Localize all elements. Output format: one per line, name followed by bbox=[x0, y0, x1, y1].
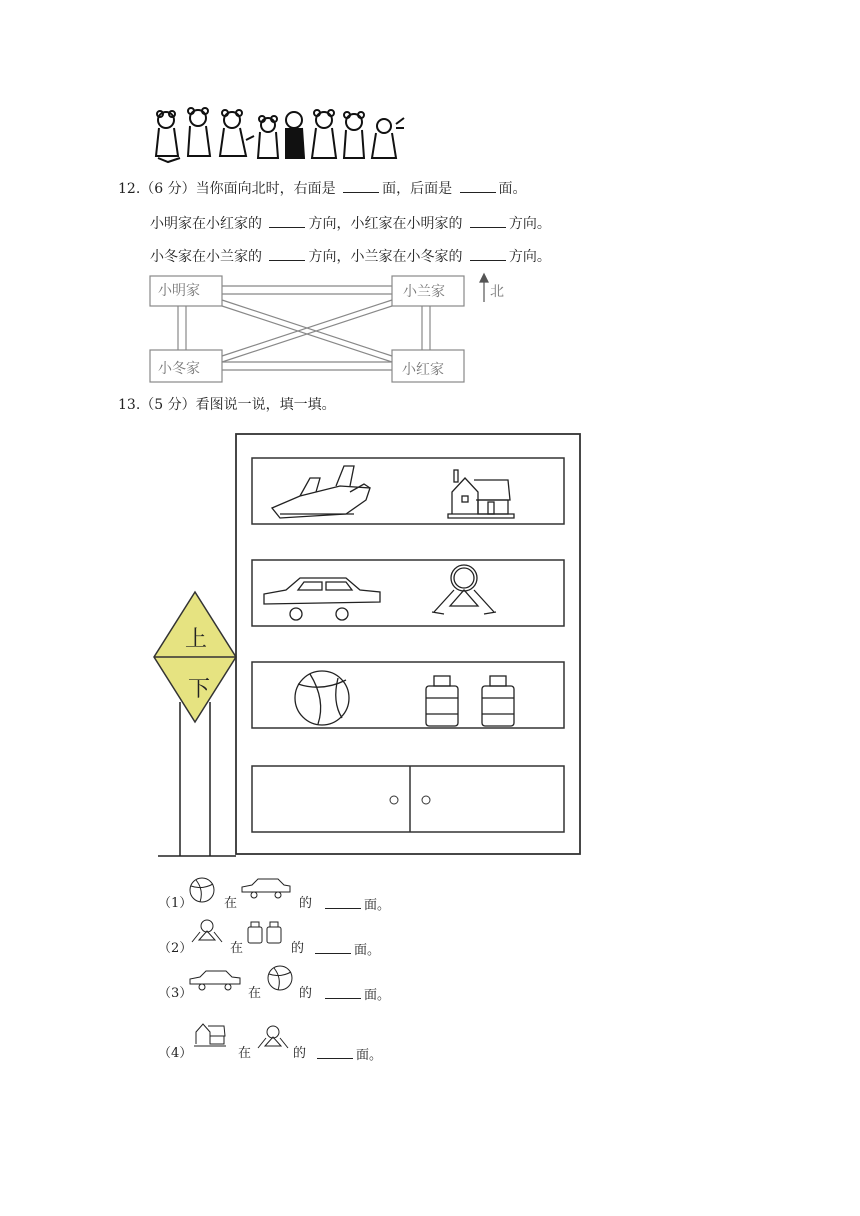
car-icon bbox=[240, 876, 292, 902]
ball-icon bbox=[188, 876, 216, 904]
end-text: 面。 bbox=[356, 1048, 383, 1063]
airplane-icon bbox=[272, 466, 370, 518]
end-text: 面。 bbox=[354, 943, 381, 958]
bottles-icon bbox=[246, 920, 284, 944]
animals-illustration bbox=[148, 106, 408, 164]
zai-text: 在 bbox=[238, 1046, 252, 1061]
map-label-xiaoming: 小明家 bbox=[158, 283, 200, 299]
zai-text: 在 bbox=[248, 986, 262, 1001]
q12-text: 方向，小兰家在小冬家的 bbox=[308, 249, 463, 265]
bottles-icon bbox=[426, 676, 514, 726]
q12-text: 方向。 bbox=[508, 216, 551, 232]
q13-header: 13.（5 分）看图说一说，填一填。 bbox=[118, 397, 336, 413]
de-text: 的 bbox=[299, 896, 313, 911]
doll-icon bbox=[432, 565, 496, 614]
q12-text: 方向。 bbox=[508, 249, 551, 265]
item-number: （4） bbox=[158, 1046, 193, 1061]
de-text: 的 bbox=[293, 1046, 307, 1061]
answer-blank[interactable] bbox=[269, 215, 305, 228]
house-icon bbox=[192, 1018, 228, 1048]
zai-text: 在 bbox=[224, 896, 238, 911]
car-icon bbox=[264, 578, 380, 620]
q12-text: 面。 bbox=[498, 181, 527, 197]
q12-text: 面，后面是 bbox=[382, 181, 453, 197]
end-text: 面。 bbox=[364, 988, 391, 1003]
q12-text: 小冬家在小兰家的 bbox=[150, 249, 262, 265]
de-text: 的 bbox=[299, 986, 313, 1001]
ball-icon bbox=[295, 671, 349, 725]
car-icon bbox=[188, 968, 242, 994]
answer-blank[interactable] bbox=[317, 1046, 353, 1059]
answer-blank[interactable] bbox=[343, 180, 379, 193]
answer-blank[interactable] bbox=[269, 248, 305, 261]
q12-header: 12.（6 分）当你面向北时，右面是 bbox=[118, 181, 336, 197]
ball-icon bbox=[266, 964, 294, 992]
map-label-xiaolan: 小兰家 bbox=[403, 284, 445, 300]
answer-blank[interactable] bbox=[470, 248, 506, 261]
answer-blank[interactable] bbox=[325, 986, 361, 999]
house-icon bbox=[448, 470, 514, 518]
q12-text: 方向，小红家在小明家的 bbox=[308, 216, 463, 232]
doll-icon bbox=[256, 1024, 290, 1052]
item-number: （3） bbox=[158, 986, 193, 1001]
item-number: （2） bbox=[158, 941, 193, 956]
q12-text: 小明家在小红家的 bbox=[150, 216, 262, 232]
answer-blank[interactable] bbox=[460, 180, 496, 193]
sign-down-label: 下 bbox=[188, 677, 211, 702]
zai-text: 在 bbox=[230, 941, 244, 956]
item-number: （1） bbox=[158, 896, 193, 911]
sign-up-label: 上 bbox=[185, 627, 208, 652]
answer-blank[interactable] bbox=[315, 941, 351, 954]
house-map bbox=[148, 272, 508, 384]
end-text: 面。 bbox=[364, 898, 391, 913]
map-label-xiaodong: 小冬家 bbox=[158, 361, 200, 377]
map-label-xiaohong: 小红家 bbox=[402, 362, 444, 378]
answer-blank[interactable] bbox=[325, 896, 361, 909]
map-label-north: 北 bbox=[490, 284, 504, 300]
de-text: 的 bbox=[291, 941, 305, 956]
doll-icon bbox=[190, 918, 224, 946]
shelf-illustration bbox=[150, 430, 590, 860]
answer-blank[interactable] bbox=[470, 215, 506, 228]
